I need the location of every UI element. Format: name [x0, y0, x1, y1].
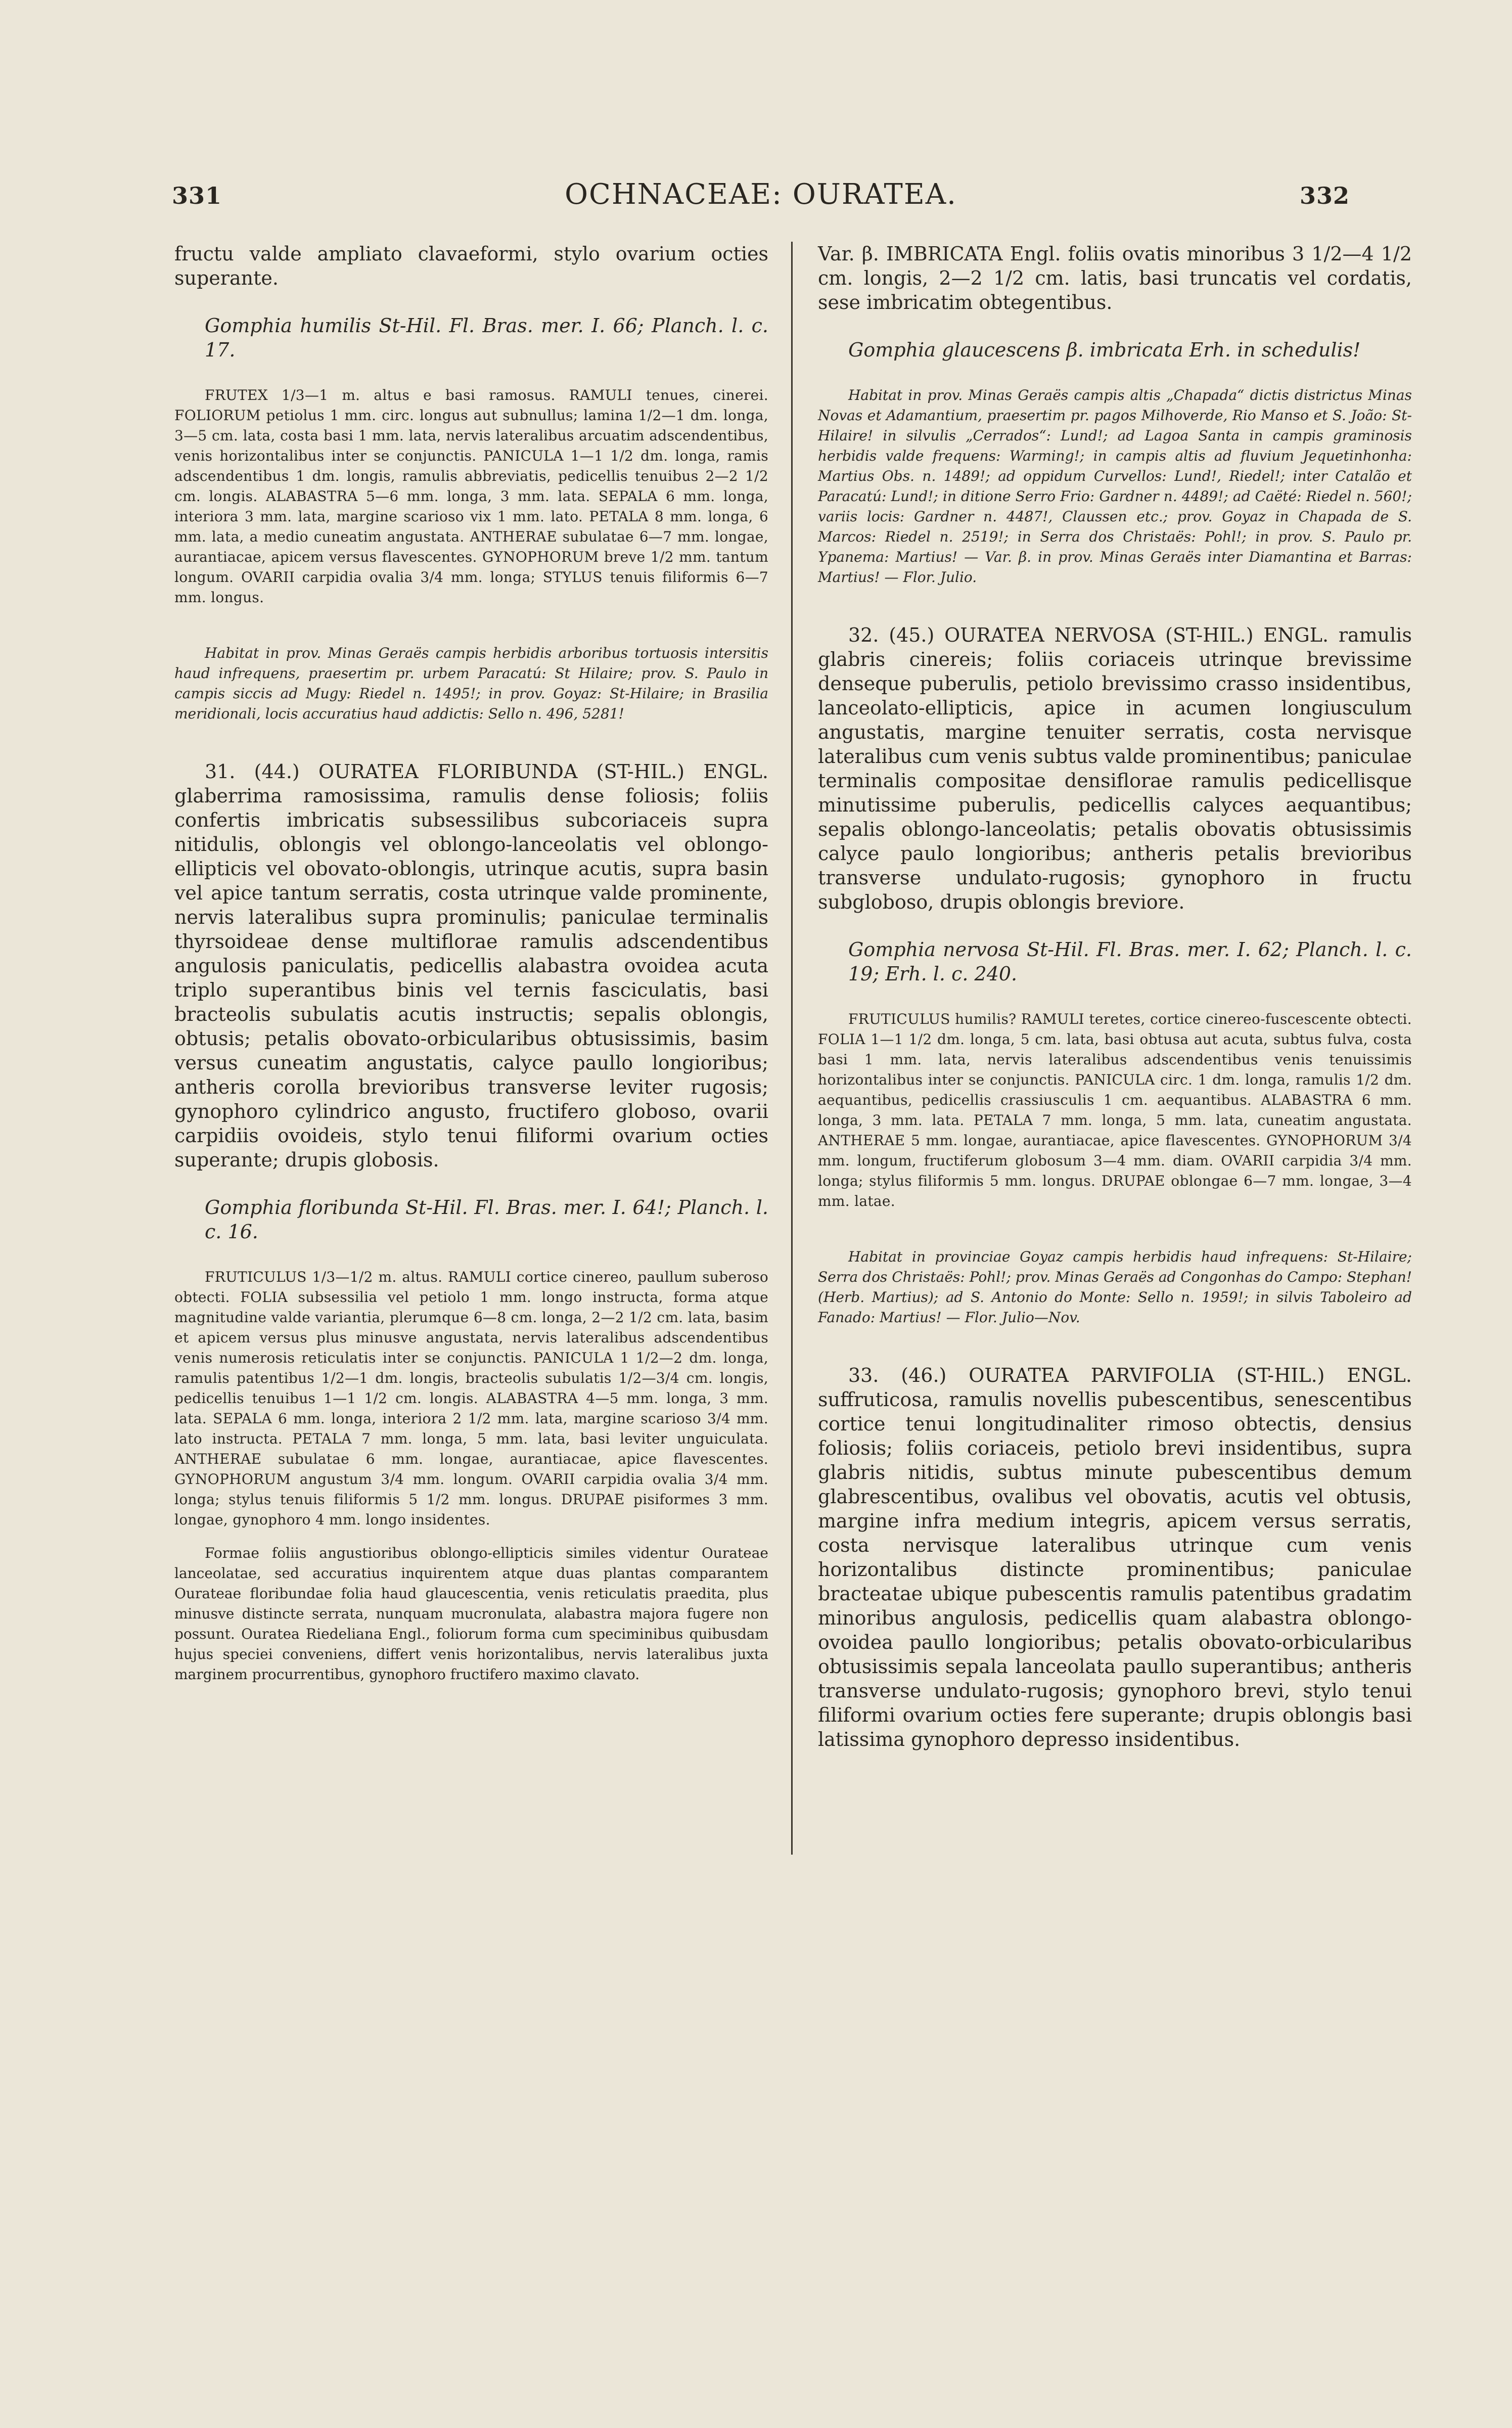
species-31-ouratea-floribunda: 31. (44.) OURATEA FLORIBUNDA (ST-HIL.) ENGL. glaberrima ramosissima, ramulis dense foliosis; foliis confertis imbricatis subsessilibus subcoriaceis supra nitidulis, oblongis vel oblongo-lanceolatis vel oblongo-ellipticis vel obovato-oblongis, utrinque acutis, supra basin vel apice tantum serratis, costa utrinque valde prominente, nervis lateralibus supra prominulis; paniculae terminalis thyrsoideae dense multiflorae ramulis adscendentibus angulosis paniculatis, pedicellis alabastra ovoidea acuta triplo superantibus binis vel ternis fasciculatis, basi bracteolis subulatis acutis instructis; sepalis oblongis, obtusis; petalis obovato-orbicularibus obtusissimis, basim versus cuneatim angustatis, calyce paullo longioribus; antheris corolla brevioribus transverse leviter rugosis; gynophoro cylindrico angusto, fructifero globoso, ovarii carpidiis ovoideis, stylo tenui filiformi ovarium octies superante; drupis globosis.: [174, 760, 768, 1171]
synonym-gomphia-glaucescens: Gomphia glaucescens β. imbricata Erh. in schedulis!: [848, 339, 1361, 361]
page-number-right: 332: [1299, 182, 1350, 209]
species-32-ouratea-nervosa: 32. (45.) OURATEA NERVOSA (ST-HIL.) ENGL. ramulis glabris cinereis; foliis coriaceis utrinque brevissime denseque puberulis, petiolo brevissimo crasso insidentibus, lanceolato-ellipticis, apice in acumen longiusculum angustatis, margine tenuiter serratis, costa nervisque lateralibus cum venis subtus valde prominentibus; paniculae terminalis compositae densiflorae ramulis pedicellisque minutissime puberulis, pedicellis calyces aequantibus; sepalis oblongo-lanceolatis; petalis obovatis obtusissimis calyce paulo longioribus; antheris petalis brevioribus transverse undulato-rugosis; gynophoro in fructu subgloboso, drupis oblongis breviore.: [818, 624, 1412, 913]
running-title: OCHNACEAE: OURATEA.: [565, 178, 957, 211]
habitat-ouratea-nervosa: Habitat in provinciae Goyaz campis herbidis haud infrequens: St-Hilaire; Serra dos Christaës: Pohl!; prov. Minas Geraës ad Congonhas do Campo: Stephan! (Herb. Martius); ad S. Antonio do Monte: Sello n. 1959!; in silvis Taboleiro ad Fanado: Martius! — Flor. Julio—Nov.: [818, 1248, 1412, 1326]
description-ouratea-floribunda: FRUTICULUS 1/3—1/2 m. altus. RAMULI cortice cinereo, paullum suberoso obtecti. FOLIA subsessilia vel petiolo 1 mm. longo instructa, forma atque magnitudine valde variantia, plerumque 6—8 cm. longa, 2—2 1/2 cm. lata, basim et apicem versus plus minusve angustata, nervis lateralibus adscendentibus venis numerosis reticulatis inter se conjunctis. PANICULA 1 1/2—2 dm. longa, ramulis patentibus 1/2—1 dm. longis, bracteolis subulatis 1/2—3/4 cm. longis, pedicellis tenuibus 1—1 1/2 cm. longis. ALABASTRA 4—5 mm. longa, 3 mm. lata. SEPALA 6 mm. longa, interiora 2 1/2 mm. lata, margine scarioso 3/4 mm. lato instructa. PETALA 7 mm. longa, 5 mm. lata, basi leviter unguiculata. ANTHERAE subulatae 6 mm. longae, aurantiacae, apice flavescentes. GYNOPHORUM angustum 3/4 mm. longum. OVARII carpidia ovalia 3/4 mm. longa; stylus tenuis filiformis 5 1/2 mm. longus. DRUPAE pisiformes 3 mm. longae, gynophoro 4 mm. longo insidentes.: [174, 1269, 768, 1528]
habitat-ouratea-previous: Habitat in prov. Minas Geraës campis altis „Chapada“ dictis districtus Minas Novas et Adamantium, praesertim pr. pagos Milhoverde, Rio Manso et S. João: St-Hilaire! in silvulis „Cerrados“: Lund!; ad Lagoa Santa in campis graminosis herbidis valde frequens: Warming!; in campis altis ad fluvium Jequetinhonha: Martius Obs. n. 1489!; ad oppidum Curvellos: Lund!, Riedel!; inter Catalão et Paracatú: Lund!; in ditione Serro Frio: Gardner n. 4489!; ad Caëté: Riedel n. 560!; variis locis: Gardner n. 4487!, Claussen etc.; prov. Goyaz in Chapada de S. Marcos: Riedel n. 2519!; in Serra dos Christaës: Pohl!; in prov. S. Paulo pr. Ypanema: Martius! — Var. β. in prov. Minas Geraës inter Diamantina et Barras: Martius! — Flor. Julio.: [818, 387, 1412, 586]
page-number-left: 331: [172, 182, 222, 209]
synonym-gomphia-humilis: Gomphia humilis St-Hil. Fl. Bras. mer. I. 66; Planch. l. c. 17.: [205, 314, 768, 361]
description-ouratea-nervosa: FRUTICULUS humilis? RAMULI teretes, cortice cinereo-fuscescente obtecti. FOLIA 1—1 1/2 dm. longa, 5 cm. lata, basi obtusa aut acuta, subtus fulva, costa basi 1 mm. lata, nervis lateralibus adscendentibus venis tenuissimis horizontalibus inter se conjunctis. PANICULA circ. 1 dm. longa, ramulis 1/2 dm. aequantibus, pedicellis crassiusculis 1 cm. aequantibus. ALABASTRA 6 mm. longa, 3 mm. lata. PETALA 7 mm. longa, 5 mm. lata, cuneatim angustata. ANTHERAE 5 mm. longae, aurantiacae, apice flavescentes. GYNOPHORUM 3/4 mm. longum, fructiferum globosum 3—4 mm. diam. OVARII carpidia 3/4 mm. longa; stylus filiformis 5 mm. longus. DRUPAE oblongae 6—7 mm. longae, 3—4 mm. latae.: [818, 1011, 1412, 1209]
column-divider: [791, 242, 793, 1855]
diagnosis-continuation: fructu valde ampliato clavaeformi, stylo ovarium octies superante.: [174, 243, 768, 289]
synonym-gomphia-nervosa: Gomphia nervosa St-Hil. Fl. Bras. mer. I. 62; Planch. l. c. 19; Erh. l. c. 240.: [848, 938, 1412, 985]
description-gomphia-humilis: FRUTEX 1/3—1 m. altus e basi ramosus. RAMULI tenues, cinerei. FOLIORUM petiolus 1 mm. circ. longus aut subnullus; lamina 1/2—1 dm. longa, 3—5 cm. lata, costa basi 1 mm. lata, nervis lateralibus arcuatim adscendentibus, venis horizontalibus inter se conjunctis. PANICULA 1—1 1/2 dm. longa, ramis adscendentibus 1 dm. longis, ramulis abbreviatis, pedicellis tenuibus 2—2 1/2 cm. longis. ALABASTRA 5—6 mm. longa, 3 mm. lata. SEPALA 6 mm. longa, interiora 3 mm. lata, margine scarioso vix 1 mm. lato. PETALA 8 mm. longa, 6 mm. lata, a medio cuneatim angustata. ANTHERAE subulatae 6—7 mm. longae, aurantiacae, apicem versus flavescentes. GYNOPHORUM breve 1/2 mm. tantum longum. OVARII carpidia ovalia 3/4 mm. longa; STYLUS tenuis filiformis 6—7 mm. longus.: [174, 387, 768, 606]
habitat-gomphia-humilis: Habitat in prov. Minas Geraës campis herbidis arboribus tortuosis intersitis haud infrequens, praesertim pr. urbem Paracatú: St Hilaire; prov. S. Paulo in campis siccis ad Mugy: Riedel n. 1495!; in prov. Goyaz: St-Hilaire; in Brasilia meridionali, locis accuratius haud addictis: Sello n. 496, 5281!: [174, 645, 768, 722]
right-column: [818, 242, 1412, 1751]
left-column: [174, 242, 768, 1685]
page-header: [172, 178, 1350, 222]
note-ouratea-floribunda: Formae foliis angustioribus oblongo-ellipticis similes videntur Ourateae lanceolatae, sed accuratius inquirentem atque duas plantas comparantem Ourateae floribundae folia haud glaucescentia, venis reticulatis praedita, plus minusve distincte serrata, nunquam mucronulata, alabastra majora fugere non possunt. Ouratea Riedeliana Engl., foliorum forma cum speciminibus quibusdam hujus speciei conveniens, differt venis horizontalibus, nervis lateralibus juxta marginem procurrentibus, gynophoro fructifero maximo clavato.: [174, 1545, 768, 1683]
variety-imbricata: Var. β. IMBRICATA Engl. foliis ovatis minoribus 3 1/2—4 1/2 cm. longis, 2—2 1/2 cm. latis, basi truncatis vel cordatis, sese imbricatim obtegentibus.: [818, 243, 1412, 313]
species-33-ouratea-parvifolia: 33. (46.) OURATEA PARVIFOLIA (ST-HIL.) ENGL. suffruticosa, ramulis novellis pubescentibus, senescentibus cortice tenui longitudinaliter rimoso obtectis, densius foliosis; foliis coriaceis, petiolo brevi insidentibus, supra glabris nitidis, subtus minute pubescentibus demum glabrescentibus, ovalibus vel obovatis, acutis vel obtusis, margine infra medium integris, apicem versus serratis, costa nervisque lateralibus utrinque cum venis horizontalibus distincte prominentibus; paniculae bracteatae ubique pubescentis ramulis patentibus gradatim minoribus angulosis, pedicellis quam alabastra oblongo-ovoidea paullo longioribus; petalis obovato-orbicularibus obtusissimis sepala lanceolata paullo superantibus; antheris transverse undulato-rugosis; gynophoro brevi, stylo tenui filiformi ovarium octies fere superante; drupis oblongis basi latissima gynophoro depresso insidentibus.: [818, 1364, 1412, 1750]
synonym-gomphia-floribunda: Gomphia floribunda St-Hil. Fl. Bras. mer. I. 64!; Planch. l. c. 16.: [205, 1196, 768, 1243]
